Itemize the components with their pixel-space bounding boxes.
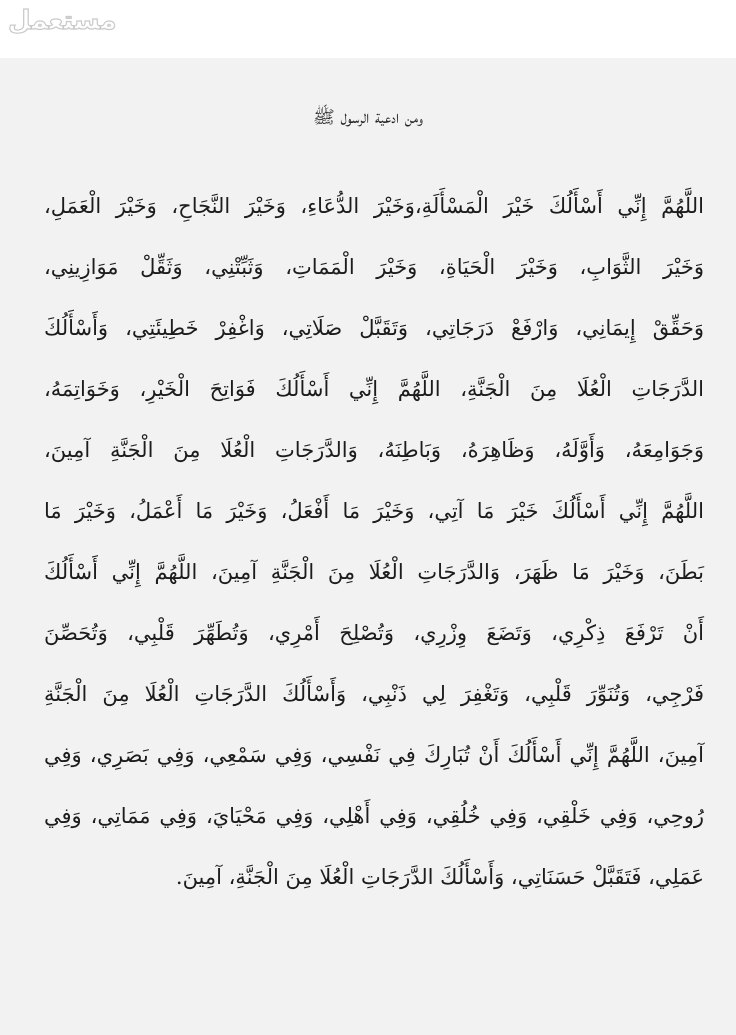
text-line: آمِينَ، اللَّهُمَّ إِنِّي أَسْأَلُكَ أَنْ تُبَارِكَ فِي نَفْسِي، وَفِي سَمْعِي، وَفِي بَصَرِي، وَفِي — [44, 743, 704, 767]
document-page — [0, 58, 736, 1035]
text-line: الدَّرَجَاتِ الْعُلَا مِنَ الْجَنَّةِ، اللَّهُمَّ إِنِّي أَسْأَلُكَ فَوَاتِحَ الْخَيْرِ، وَخَوَاتِمَهُ، — [44, 377, 704, 401]
text-line: رُوحِي، وَفِي خَلْقِي، وَفِي خُلُقِي، وَفِي أَهْلِي، وَفِي مَحْيَايَ، وَفِي مَمَاتِي، وَفِي — [44, 804, 704, 828]
text-line: وَحَقِّقْ إِيمَانِي، وَارْفَعْ دَرَجَاتِي، وَتَقَبَّلْ صَلَاتِي، وَاغْفِرْ خَطِيئَتِي، وَأَسْأَلُكَ — [44, 316, 704, 340]
text-line: عَمَلِي، فَتَقَبَّلْ حَسَنَاتِي، وَأَسْأَلُكَ الدَّرَجَاتِ الْعُلَا مِنَ الْجَنَّةِ، آمِينَ. — [175, 865, 704, 889]
text-line: بَطَنَ، وَخَيْرَ مَا ظَهَرَ، وَالدَّرَجَاتِ الْعُلَا مِنَ الْجَنَّةِ آمِينَ، اللَّهُمَّ إِنِّي أَسْأَلُكَ — [44, 560, 704, 584]
text-line: وَخَيْرَ الثَّوَابِ، وَخَيْرَ الْحَيَاةِ، وَخَيْرَ الْمَمَاتِ، وَثَبِّتْنِي، وَثَقِّلْ مَوَازِينِي، — [44, 255, 704, 279]
text-line: فَرْجِي، وَتُنَوِّرَ قَلْبِي، وَتَغْفِرَ لِي ذَنْبِي، وَأَسْأَلُكَ الدَّرَجَاتِ الْعُلَا مِنَ الْجَنَّةِ — [44, 682, 704, 706]
text-line: اللَّهُمَّ إِنِّي أَسْأَلُكَ خَيْرَ مَا آتِي، وَخَيْرَ مَا أَفْعَلُ، وَخَيْرَ مَا أَعْمَلُ، وَخَيْرَ مَا — [44, 499, 704, 523]
text-line: اللَّهُمَّ إِنِّي أَسْأَلُكَ خَيْرَ الْمَسْأَلَةِ،وَخَيْرَ الدُّعَاءِ، وَخَيْرَ النَّجَاحِ، وَخَيْرَ الْعَمَلِ، — [44, 194, 704, 218]
supplication-text — [44, 176, 704, 908]
page-title: ومن ادعية الرسول ﷺ — [313, 107, 423, 128]
text-line: أَنْ تَرْفَعَ ذِكْرِي، وَتَضَعَ وِزْرِي، وَتُصْلِحَ أَمْرِي، وَتُطَهِّرَ قَلْبِي، وَتُحَصِّنَ — [44, 621, 704, 645]
site-watermark-logo: مستعمل — [8, 6, 117, 36]
text-line: وَجَوَامِعَهُ، وَأَوَّلَهُ، وَظَاهِرَهُ، وَبَاطِنَهُ، وَالدَّرَجَاتِ الْعُلَا مِنَ الْجَنَّةِ آمِينَ، — [44, 438, 704, 462]
